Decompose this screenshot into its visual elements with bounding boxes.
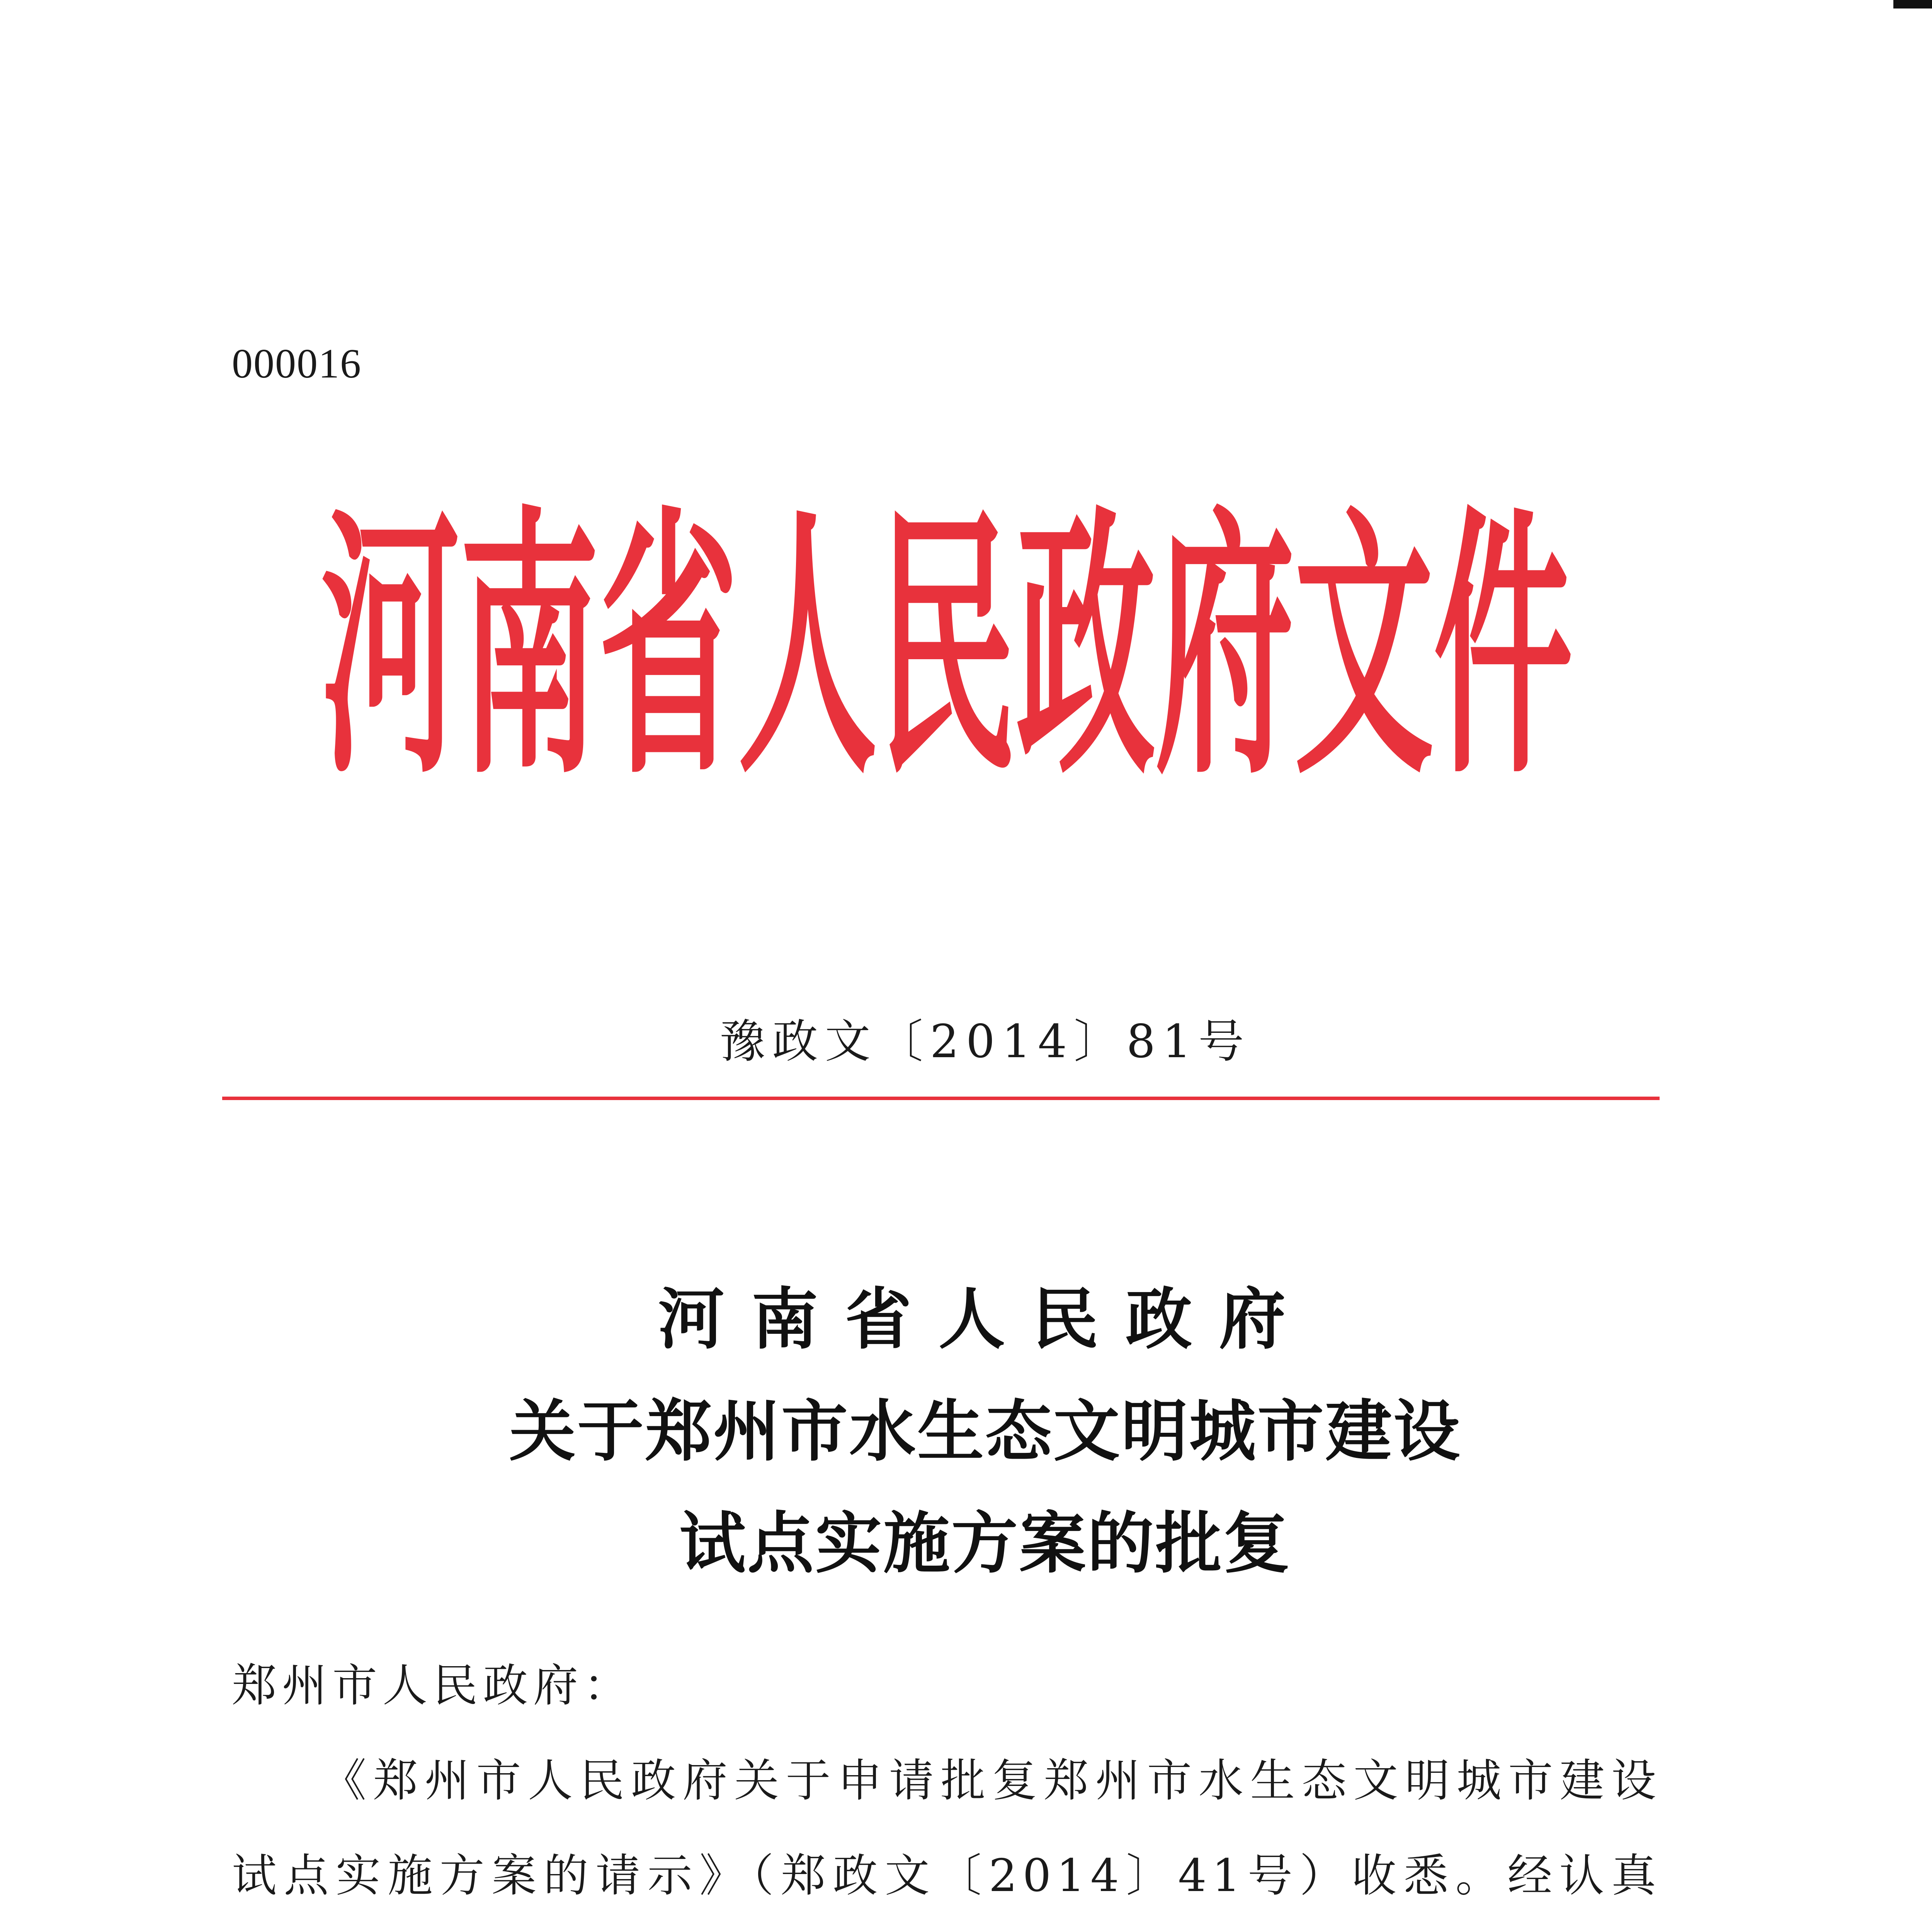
document-body [232, 1638, 1662, 1932]
salutation: 郑州市人民政府： [232, 1660, 634, 1712]
document-title [0, 1264, 1932, 1600]
scan-edge-mark [1893, 0, 1932, 9]
masthead-title: 河南省人民政府文件 [320, 484, 1573, 812]
red-separator-rule [222, 1097, 1660, 1100]
title-line-1: 河南省人民政府 [658, 1281, 1313, 1358]
issue-number: 豫政文〔2014〕81号 [719, 1015, 1251, 1068]
document-serial-number: 000016 [232, 341, 362, 387]
title-line-3: 试点实施方案的批复 [679, 1505, 1291, 1582]
title-line-2: 关于郑州市水生态文明城市建设 [509, 1393, 1461, 1470]
masthead-svg [309, 484, 1584, 835]
masthead-banner [309, 484, 1584, 835]
paragraph-1: 《郑州市人民政府关于申请批复郑州市水生态文明城市建设试点实施方案的请示》（郑政文〔2014〕41号）收悉。经认真 [232, 1755, 1662, 1902]
